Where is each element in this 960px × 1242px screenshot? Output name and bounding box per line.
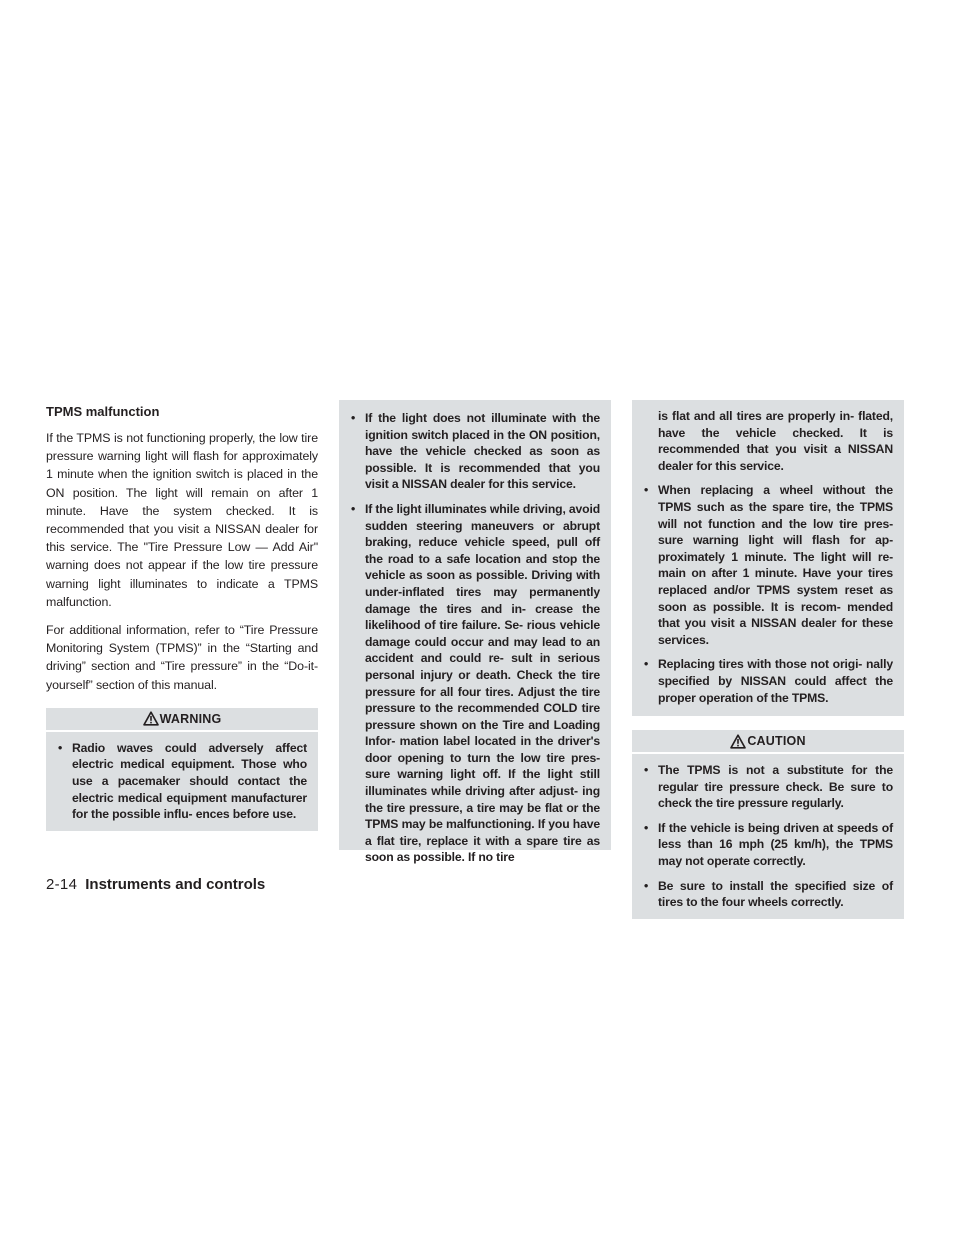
warning-bullet	[58, 740, 307, 823]
page-footer	[46, 876, 265, 893]
bullet-marker: •	[351, 411, 356, 425]
bullet-marker: •	[644, 483, 649, 498]
bullet-text: Replacing tires with those not origi- nally specified by NISSAN could affect the proper operation of the TPMS.	[658, 657, 893, 705]
warning-box-continued-2	[632, 400, 904, 716]
bullet-text: If the light illuminates while driving, avoid sudden steering maneuvers or abrupt braking, reduce vehicle speed, pull off the road to a safe location and stop the vehicle as soon as possible. Driving with under-inflated tires may permanently damage the tires and in- crease the likelihood of tire failure. Se- rious vehicle damage could occur and may lead to an accident and could re- sult in serious personal injury or death. Check the tire pressure for all four tires. Adjust the tire pressure to the recommended COLD tire pressure shown on the Tire and Loading Infor- mation label located in the driver's door opening to turn the low tire pres- sure warning light off. If the light still illuminates while driving after adjust- ing the tire pressure, a tire may be flat or the TPMS may be malfunctioning. If you have a flat tire, replace it with a spare tire as soon as possible. If no tire	[365, 501, 600, 865]
bullet-text: When replacing a wheel without the TPMS such as the spare tire, the TPMS will not function and the low tire pres- sure warning light will flash for ap- proximately 1 minute. The light will re- main on after 1 minute. Have your tires replaced and/or TPMS system reset as soon as possible. It is recom- mended that you visit a NISSAN dealer for these services.	[658, 483, 893, 647]
warning-header	[46, 708, 318, 730]
bullet-marker: •	[644, 820, 649, 835]
bullet-text: The TPMS is not a substitute for the regular tire pressure check. Be sure to check the tire pressure regularly.	[658, 763, 893, 811]
caution-header	[632, 730, 904, 752]
paragraph-reference: For additional information, refer to “Tire Pressure Monitoring System (TPMS)” in the “Starting and driving” section and “Tire pressure” in the “Do-it-yourself” section of this manual.	[46, 623, 318, 692]
warning-body	[46, 732, 318, 831]
section-heading: TPMS malfunction	[46, 404, 160, 419]
continued-bullet-text	[644, 408, 893, 474]
bullet-marker: •	[644, 763, 649, 778]
bullet-text: Be sure to install the specified size of tires to the four wheels correctly.	[658, 878, 893, 910]
warning-bullet	[351, 410, 600, 493]
bullet-text: If the vehicle is being driven at speeds of less than 16 mph (25 km/h), the TPMS may not operate correctly.	[658, 820, 893, 869]
caution-bullet	[644, 820, 893, 870]
bullet-marker: •	[644, 878, 649, 893]
caution-bullet	[644, 878, 893, 911]
section-title: Instruments and controls	[85, 876, 266, 893]
bullet-text: is flat and all tires are properly in- flated, have the vehicle checked. It is recommended that you visit a NISSAN dealer for this service.	[658, 409, 893, 473]
bullet-marker: •	[58, 740, 63, 755]
warning-continued-body	[339, 408, 611, 874]
caution-box	[632, 730, 904, 919]
bullet-text: If the light does not illuminate with the ignition switch placed in the ON position, have the vehicle checked as soon as possible. It is recommended that you visit a NISSAN dealer for this service.	[365, 411, 600, 492]
warning-bullet	[644, 656, 893, 706]
caution-title: CAUTION	[747, 734, 806, 749]
bullet-marker: •	[351, 501, 356, 516]
caution-triangle-icon	[730, 734, 746, 749]
warning-title: WARNING	[159, 711, 222, 726]
bullet-marker: •	[644, 657, 649, 672]
bullet-text: Radio waves could adversely affect electric medical equipment. Those who use a pacemaker should contact the electric medical equipment manufacturer for the possible influ- ences before use.	[72, 740, 307, 822]
column-2	[339, 400, 611, 865]
caution-body	[632, 754, 904, 919]
column-3	[632, 400, 904, 919]
warning-box	[46, 708, 318, 831]
column-1	[46, 400, 318, 831]
warning-triangle-icon	[143, 711, 159, 726]
warning-bullet	[644, 482, 893, 648]
warning-box-continued	[339, 400, 611, 865]
warning-bullet	[351, 501, 600, 866]
caution-bullet	[644, 762, 893, 812]
paragraph-malfunction: If the TPMS is not functioning properly, the low tire pressure warning light will flash for approximately 1 minute when the ignition switch is placed in the ON position. The light will remain on after 1 minute. Have the system checked. It is recommended that you visit a NISSAN dealer for this service. The "Tire Pressure Low — Add Air" warning does not appear if the low tire pressure warning light illuminates to indicate a TPMS malfunction.	[46, 431, 318, 609]
page-number: 2-14	[46, 876, 78, 893]
